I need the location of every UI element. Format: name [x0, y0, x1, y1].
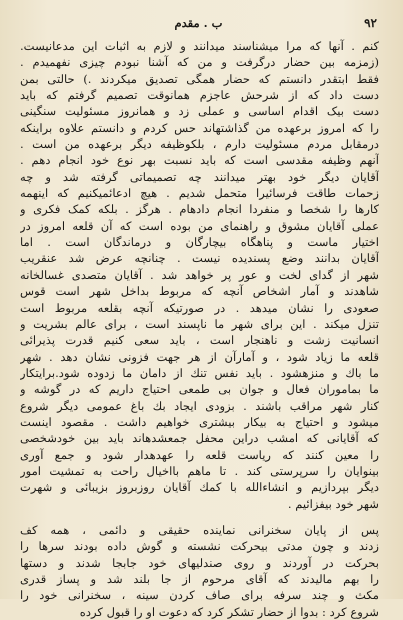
text-line: زحمات طاقت فرسائیرا متحمل شدیم . هیچ ادعائمیکنیم که اینهمه [20, 186, 379, 201]
paragraph [20, 38, 379, 512]
text-line: را که امروز برعهده من گذاشتهاند حس کردم و دانستم علاوه براینکه [20, 120, 379, 135]
body-text [20, 38, 379, 620]
text-line: کنم . آنها که مرا میشناسند میدانند و لازم به اثبات این مدعانیست. [20, 39, 379, 53]
text-line: قلعه ما زیاد شود ، و آمارآن از هر جهت فزونی نشان دهد . شهر [20, 349, 379, 364]
text-line: بینوایان را سرپرستی کند . تا ماهم بااخیال راحت به تمشیت امور [20, 463, 379, 478]
text-line: آقایان بدانند وضع پسندیده نیست . چنانچه عرض شد عنقریب [20, 251, 379, 266]
text-line: میشود و احتیاج به بیکار بیشتری خواهیم داشت . مقصود اینست [20, 414, 379, 429]
text-line: ما باك و منزهشود . باید نفس تنك از دامان ما زدوده شود.برایتکار [20, 365, 379, 380]
paragraph [20, 522, 379, 620]
text-line: شروع کرد : بدوا از حضار تشکر کرد که دعوت او را قبول کرده [79, 604, 379, 619]
text-line: را بهم مالیدند که آقای مرحوم از جا بلند شد و پساز قدری [20, 572, 379, 586]
text-line: عملی آقایان مشوق و راهنمای من بوده است که آن قلعه امروز در [20, 218, 379, 233]
page-header [20, 16, 377, 32]
text-line: شاهدند و آمار اشخاص آنچه که مربوط بداخل شهر است قوس [20, 284, 379, 299]
text-line: دست داد که از شرحش عاجزم همانوقت تصمیم گرفتم که باید [20, 88, 379, 103]
text-line: را معین کنند که ریاست قلعه را عهدهدار شود و جمع آوری [20, 447, 379, 462]
text-line: پس از پایان سخنرانی نماینده حقیقی و دائمی ، همه کف [20, 522, 379, 537]
text-line: تنزل میکند . این برای شهر ما ناپسند است ، برای عالم بشریت و [20, 316, 379, 331]
running-head: ب . مقدم [174, 16, 223, 30]
text-line: آنهم وظیفه مقدسی است که باید نسبت بهر نوع خود انجام دهم . [20, 153, 379, 168]
text-line: کنار شهر مراقب باشند . بزودی ایجاد بك باغ عمومی دیگر شروع [20, 398, 379, 413]
text-line: دست بیک اقدام اساسی و عملی زد و همانروز مسئولیت سنگینی [20, 104, 379, 119]
text-line: بحرکت در آوردند و روی صندلیهای خود جابجا شدند و دستها [20, 555, 379, 570]
text-line: شهر خود بیفزائیم . [287, 496, 379, 511]
text-line: صعودی را نشان میدهد . در صورتیکه آنچه بقلعه مربوط است [20, 300, 379, 315]
text-line: کارها را شخصا و منفردا انجام دادهام . هرگز . بلکه کمک فکری و [20, 202, 379, 217]
text-line: ما بماموران فعال و جوان بی طمعی احتیاج داریم که در گوشه و [20, 382, 379, 397]
text-line: (زمزمه بین حضار درگرفت و من که آشنا نبودم چیزی نفهمیدم . [20, 55, 379, 70]
text-line: درمقابل مردم مسئولیت دارم ، بلکوظیفه دیگر برعهده من است . [20, 137, 379, 152]
text-line: مکث و چند سرفه برای صاف کردن سینه ، سخنرانی خود را [20, 588, 379, 603]
text-line: فقط ابتقدر دانستم که حضار همگی تصدیق میکردند .) حالتی بمن [20, 71, 379, 86]
text-line: که آقایانی که امشب دراین محفل جمعشدهاند باید بین خودشخصی [20, 431, 379, 446]
text-line: اختیار ماست و پناهگاه بیچارگان و درماندگان است . اما [20, 235, 379, 250]
text-line: انسانیت زشت و ناهنجار است ، باید سعی کنیم قدرت پذیرائی [20, 333, 379, 348]
text-line: آقایان دیگر خود بهتر میدانند چه تصمیماتی گرفته شد و چه [20, 169, 379, 184]
text-line: شهر از گدای لخت و عور پر خواهد شد . آقایان متصدی غسالخانه [20, 267, 379, 282]
text-line: زدند و چون مدتی بیحرکت نشسته و گوش داده بودند سرها را [20, 539, 379, 554]
text-line: دیگر بپردازیم و انشاءالله با کمك آقایان روزبروز بزیبائی و شهرت [20, 480, 379, 495]
page-number: ٩٢ [364, 16, 377, 30]
